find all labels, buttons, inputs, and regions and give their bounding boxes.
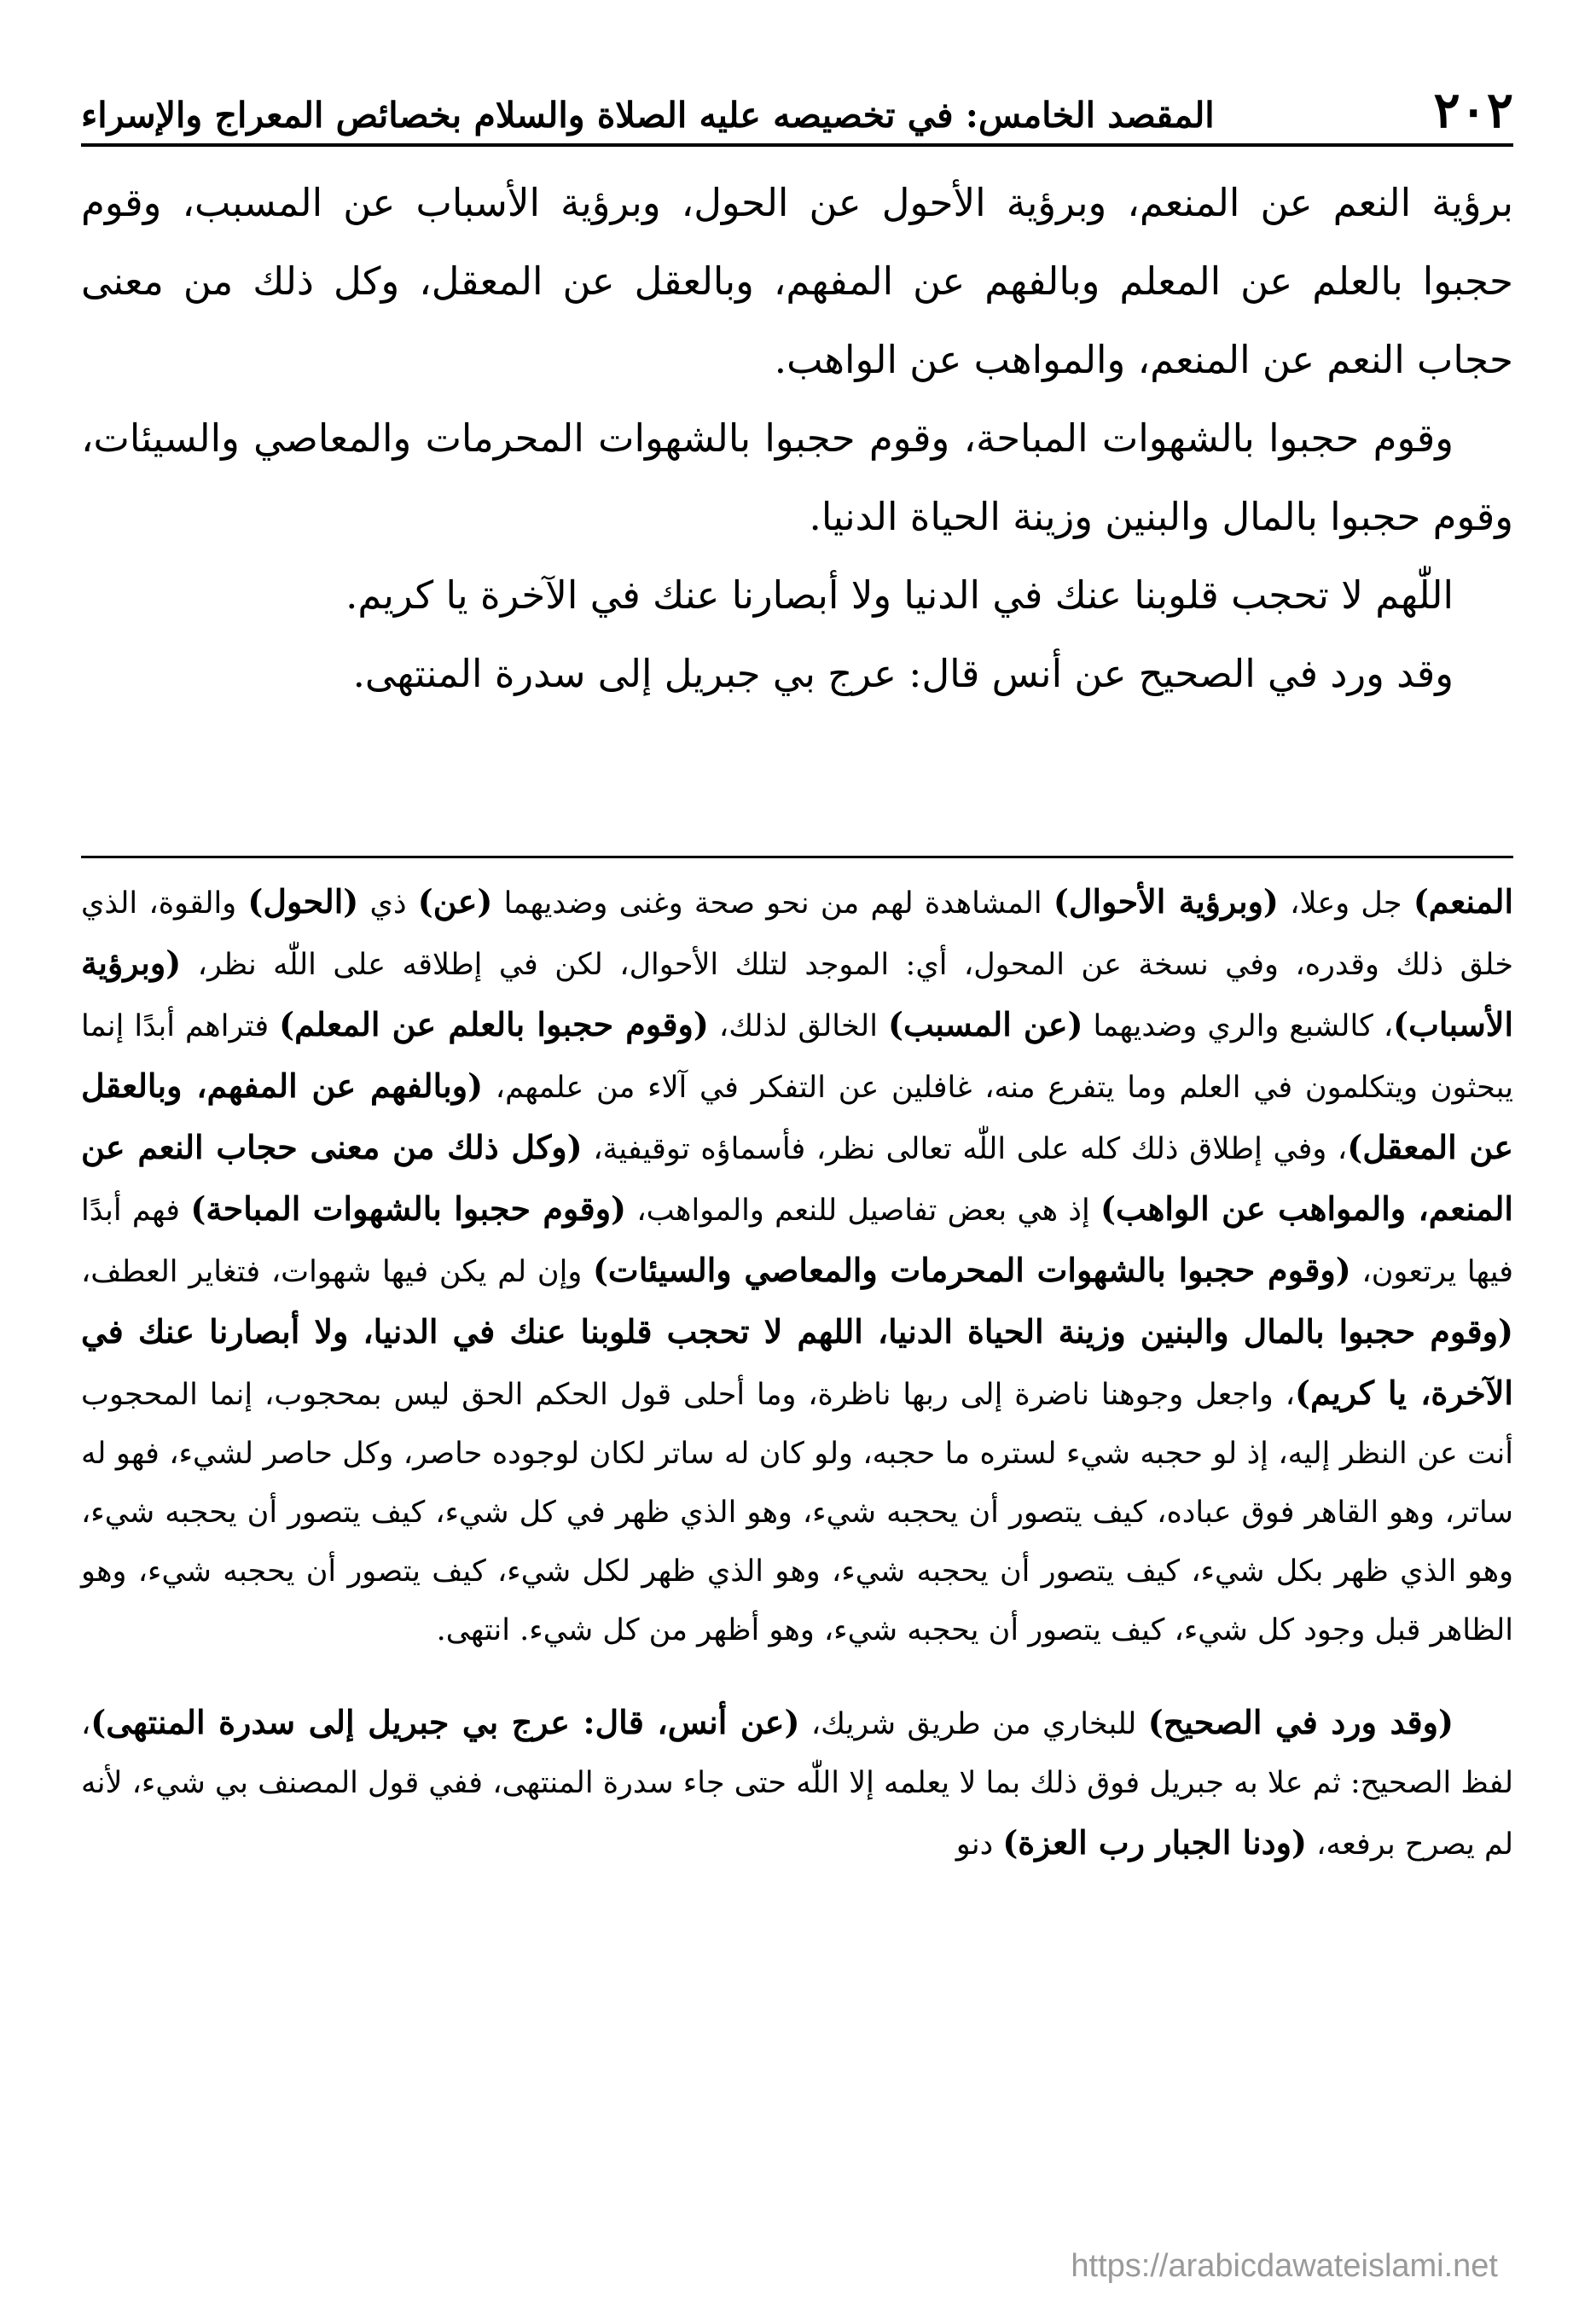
commentary-text: فهم أبدًا فيها يرتعون، [81,1194,1513,1289]
commentary-quote: (وبرؤية الأسباب) [81,944,1514,1043]
main-paragraph-3: اللّٰهم لا تحجب قلوبنا عنك في الدنيا ولا أبصارنا عنك في الآخرة يا كريم. [345,572,1454,618]
commentary-text: المشاهدة لهم من نحو صحة وغنى وضديهما [492,886,1054,921]
commentary-quote: (وكل ذلك من معنى حجاب النعم عن المنعم، والمواهب عن الواهب) [81,1128,1513,1228]
commentary-text: جل وعلا، [1278,886,1413,921]
commentary-paragraph-2 [81,1693,1513,1874]
commentary-text: دنو [955,1827,1003,1862]
commentary-quote: (عن أنس، قال: عرج بي جبريل إلى سدرة المنتهى) [90,1703,800,1741]
commentary-quote: المنعم) [1413,882,1514,921]
commentary-text: وإن لم يكن فيها شهوات، فتغاير العطف، [81,1255,593,1289]
commentary-quote: (وبالفهم عن المفهم، وبالعقل عن المعقل) [81,1066,1513,1166]
commentary-text: ، لفظ الصحيح: ثم علا به جبريل فوق ذلك بما لا يعلمه إلا اللّٰه حتى جاء سدرة المنتهى، ففي قول المصنف بي شيء، لأنه لم يصرح برفعه، [81,1707,1513,1862]
main-paragraph-4: وقد ورد في الصحيح عن أنس قال: عرج بي جبريل إلى سدرة المنتهى. [352,651,1454,696]
commentary-text: ، وفي إطلاق ذلك كله على اللّٰه تعالى نظر، فأسماؤه توقيفية، [582,1132,1348,1166]
watermark-url: https://arabicdawateislami.net [1071,2248,1498,2284]
commentary-quote: (وقوم حجبوا بالشهوات المباحة) [190,1189,627,1228]
main-text [81,164,1513,713]
commentary-text: والقوة، الذي خلق ذلك وقدره، وفي نسخة عن المحول، أي: الموجد لتلك الأحوال، لكن في إطلاقه على اللّٰه نظر، [81,886,1513,982]
page-number: ٢٠٢ [1433,81,1513,139]
commentary-quote: (عن المسبب) [888,1005,1083,1043]
main-paragraph-2: وقوم حجبوا بالشهوات المباحة، وقوم حجبوا بالشهوات المحرمات والمعاصي والسيئات، وقوم حجبوا بالمال والبنين وزينة الحياة الدنيا. [81,415,1513,539]
running-title: المقصد الخامس: في تخصيصه عليه الصلاة والسلام بخصائص المعراج والإسراء [81,95,1215,136]
commentary-quote: (وقوم حجبوا بالعلم عن المعلم) [279,1005,709,1043]
commentary-text: إذ هي بعض تفاصيل للنعم والمواهب، [626,1194,1101,1228]
footnote-separator [81,856,1513,858]
commentary-text: ذي [358,886,418,921]
commentary-quote: (عن) [417,882,493,921]
commentary-quote: (وقوم حجبوا بالمال والبنين وزينة الحياة الدنيا، اللهم لا تحجب قلوبنا عنك في الدنيا، ولا أبصارنا عنك في الآخرة، يا كريم) [81,1312,1513,1412]
commentary-quote: (وقوم حجبوا بالشهوات المحرمات والمعاصي والسيئات) [592,1251,1351,1289]
commentary-quote: (وقد ورد في الصحيح) [1147,1703,1454,1741]
commentary-text: فتراهم أبدًا إنما يبحثون ويتكلمون في العلم وما يتفرع منه، غافلين عن التفكر في آلاء من علمهم، [81,1009,1513,1105]
commentary-paragraph-1 [81,872,1513,1660]
commentary-text: الخالق لذلك، [708,1009,888,1043]
commentary-text: ، كالشبع والري وضديهما [1083,1009,1394,1043]
commentary [81,872,1513,1874]
page-header [81,75,1513,147]
commentary-quote: (ودنا الجبار رب العزة) [1002,1823,1307,1862]
commentary-quote: (الحول) [247,882,359,921]
commentary-quote: (وبرؤية الأحوال) [1053,882,1279,921]
commentary-text: ، واجعل وجوهنا ناضرة إلى ربها ناظرة، وما أحلى قول الحكم الحق ليس بمحجوب، إنما المحجوب أنت عن النظر إليه، إذ لو حجبه شيء لستره ما حجبه، ولو كان له ساتر لكان لوجوده حاصر، وكل حاصر لشيء، فهو له ساتر، وهو القاهر فوق عباده، كيف يتصور أن يحجبه شيء، وهو الذي ظهر في كل شيء، كيف يتصور أن يحجبه شيء، وهو الذي ظهر بكل شيء، كيف يتصور أن يحجبه شيء، وهو الذي ظهر لكل شيء، كيف يتصور أن يحجبه شيء، وهو الظاهر قبل وجود كل شيء، كيف يتصور أن يحجبه شيء، وهو أظهر من كل شيء. انتهى. [81,1378,1513,1647]
main-paragraph-1: برؤية النعم عن المنعم، وبرؤية الأحول عن الحول، وبرؤية الأسباب عن المسبب، وقوم حجبوا بالعلم عن المعلم وبالفهم عن المفهم، وبالعقل عن المعقل، وكل ذلك من معنى حجاب النعم عن المنعم، والمواهب عن الواهب. [81,180,1513,382]
commentary-text: للبخاري من طريق شريك، [799,1707,1148,1741]
